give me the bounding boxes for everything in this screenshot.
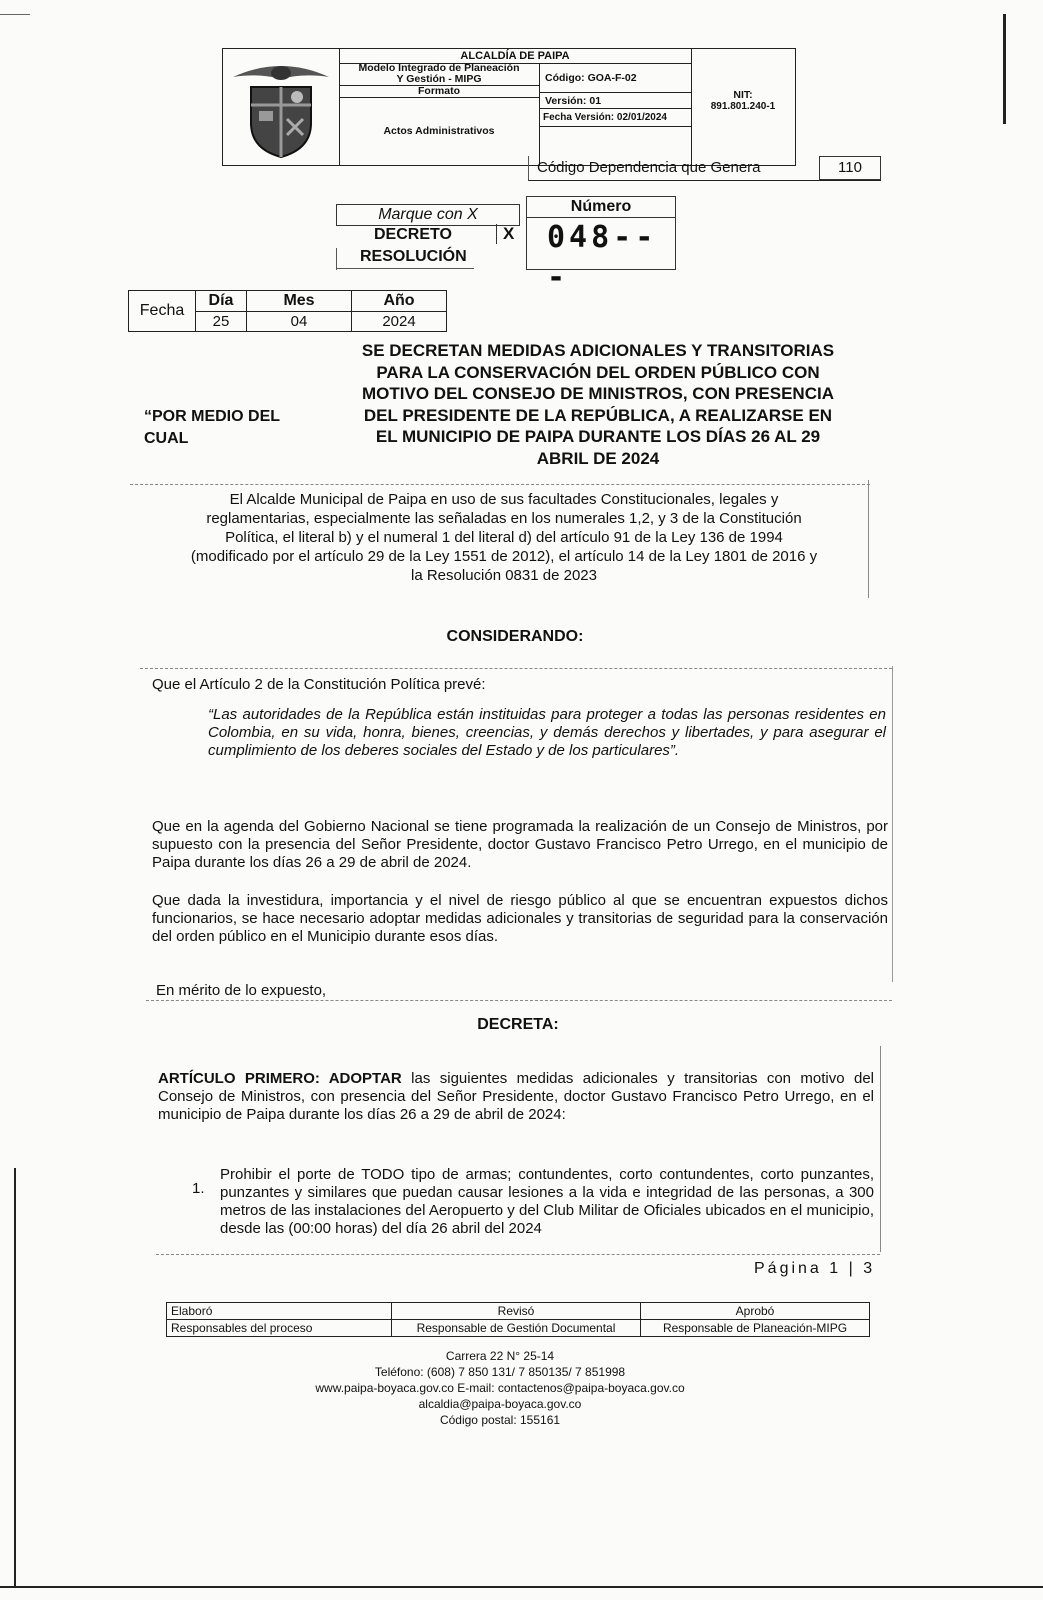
title-line: EL MUNICIPIO DE PAIPA DURANTE LOS DÍAS 26 AL 29 (375, 427, 821, 446)
item-number: 1. (192, 1180, 205, 1197)
year-value: 2024 (352, 312, 447, 332)
title-line: PARA LA CONSERVACIÓN DEL ORDEN PÚBLICO CON (376, 362, 820, 382)
title-line: DEL PRESIDENTE DE LA REPÚBLICA, A REALIZARSE EN (363, 405, 833, 425)
address: Carrera 22 N° 25-14 (445, 1349, 555, 1363)
doc-type: Actos Administrativos (339, 97, 540, 165)
model-line-1: Modelo Integrado de Planeación (358, 62, 520, 74)
dependency-code: 110 (819, 156, 881, 180)
number-box (526, 196, 676, 295)
title-line: ABRIL DE 2024 (536, 448, 660, 468)
dependency-row (528, 156, 881, 181)
month-value: 04 (247, 312, 352, 332)
footer-header: Revisó (392, 1303, 641, 1320)
decree-title (318, 340, 878, 469)
constitution-quote: “Las autoridades de la República están instituidas para proteger a todas las personas residentes en Colombia, en su vida, honra, bienes, creencias, y demás derechos y libertades, y para asegurar el cumplimiento de los deberes sociales del Estado y de los particulares”. (208, 706, 886, 759)
considerando-heading: CONSIDERANDO: (446, 628, 584, 645)
footer-header: Elaboró (167, 1303, 392, 1320)
dependency-label: Código Dependencia que Genera (537, 159, 761, 176)
decreto-checkmark[interactable]: X (503, 224, 515, 243)
footer-value: Responsable de Planeación-MIPG (641, 1320, 870, 1337)
year-label: Año (352, 291, 447, 312)
considerando-paragraph-2: Que dada la investidura, importancia y el nivel de riesgo público al que se encuentran expuestos dichos funcionarios, se hace necesario adoptar medidas adicionales y transitorias de seguridad para la conservación del orden público en el Municipio durante esos días. (152, 892, 888, 945)
nit-block (691, 63, 795, 165)
entity-name: ALCALDÍA DE PAIPA (339, 49, 691, 64)
date-label: Fecha (129, 291, 196, 332)
contact-block (200, 1348, 800, 1428)
preamble-line: Política, el literal b) y el numeral 1 del literal d) del artículo 91 de la Ley 136 de 1994 (225, 529, 783, 546)
format-label: Formato (339, 85, 539, 97)
header-box (222, 48, 796, 166)
header-middle (339, 49, 692, 165)
nit-value: 891.801.240-1 (710, 101, 776, 112)
title-line: SE DECRETAN MEDIDAS ADICIONALES Y TRANSITORIAS (361, 341, 835, 360)
resolucion-option[interactable]: RESOLUCIÓN (360, 248, 467, 265)
mark-label: Marque con X (378, 206, 478, 223)
scan-mark-bottom (0, 1586, 1043, 1588)
preamble-line: la Resolución 0831 de 2023 (411, 567, 597, 584)
decreto-option[interactable]: DECRETO (374, 226, 452, 243)
scan-mark-left (14, 1168, 16, 1588)
item-1-text: Prohibir el porte de TODO tipo de armas; contundentes, corto contundentes, corto punzantes, punzantes y similares que puedan causar lesiones a la vida e integridad de las personas, a 300 metros de las instalaciones del Aeropuerto y del Club Militar de Oficiales ubicados en el municipio, desde las (00:00 horas) del día 26 abril del 2024 (220, 1166, 874, 1237)
title-line: MOTIVO DEL CONSEJO DE MINISTROS, CON PRESENCIA (362, 384, 834, 403)
article-first-text: las siguientes medidas adicionales y transitorias con motivo del Consejo de Ministros, con presencia del Señor Presidente, doctor Gustavo Francisco Petro Urrego, en el municipio de Paipa durante los días 26 a 29 de abril de 2024: (158, 1070, 875, 1123)
coat-of-arms-icon (223, 49, 339, 165)
decree-number[interactable]: 048--- (547, 220, 658, 295)
considerando-intro: Que el Artículo 2 de la Constitución Política prevé: (152, 676, 486, 693)
doc-version-date: Fecha Versión: 02/01/2024 (539, 109, 691, 127)
approval-table (166, 1302, 870, 1337)
title-prefix: “POR MEDIO DEL CUAL (144, 408, 280, 447)
preamble-line: (modificado por el artículo 29 de la Ley 1551 de 2012), el artículo 14 de la Ley 1801 de 2016 y (190, 548, 818, 565)
month-label: Mes (247, 291, 352, 312)
date-table (128, 290, 447, 332)
footer-header: Aprobó (641, 1303, 870, 1320)
preamble-line: El Alcalde Municipal de Paipa en uso de sus facultades Constitucionales, legales y (229, 491, 779, 508)
postal-code: Código postal: 155161 (439, 1413, 561, 1427)
article-first (158, 1070, 874, 1124)
mark-with-x-box (336, 204, 520, 226)
footer-value: Responsable de Gestión Documental (392, 1320, 641, 1337)
doc-version: Versión: 01 (539, 93, 691, 109)
decreta-heading: DECRETA: (477, 1016, 559, 1033)
considerando-closing: En mérito de lo expuesto, (156, 982, 327, 999)
coat-of-arms-logo (223, 49, 340, 165)
nit-label: NIT: (733, 89, 753, 101)
phone: Teléfono: (608) 7 850 131/ 7 850135/ 7 851998 (374, 1365, 626, 1379)
scan-mark-top-left (0, 14, 30, 15)
day-label: Día (196, 291, 247, 312)
doc-code: Código: GOA-F-02 (539, 63, 691, 93)
preamble (144, 490, 864, 585)
considerando-paragraph-1: Que en la agenda del Gobierno Nacional se tiene programada la realización de un Consejo de Ministros, por supuesto con la presencia del Señor Presidente, doctor Gustavo Francisco Petro Urrego, en el municipio de Paipa durante los días 26 a 29 de abril de 2024. (152, 818, 888, 871)
number-label: Número (527, 197, 675, 218)
website-email[interactable]: www.paipa-boyaca.gov.co E-mail: contactenos@paipa-boyaca.gov.co (315, 1381, 685, 1395)
scan-mark-right (1003, 14, 1006, 124)
footer-value: Responsables del proceso (167, 1320, 392, 1337)
page-number: Página 1 | 3 (754, 1260, 876, 1277)
day-value: 25 (196, 312, 247, 332)
model-line-2: Y Gestión - MIPG (396, 73, 482, 85)
article-first-label: ARTÍCULO PRIMERO: ADOPTAR (158, 1070, 402, 1087)
preamble-line: reglamentarias, especialmente las señaladas en los numerales 1,2, y 3 de la Constitución (206, 510, 802, 527)
email-secondary[interactable]: alcaldia@paipa-boyaca.gov.co (418, 1397, 582, 1411)
